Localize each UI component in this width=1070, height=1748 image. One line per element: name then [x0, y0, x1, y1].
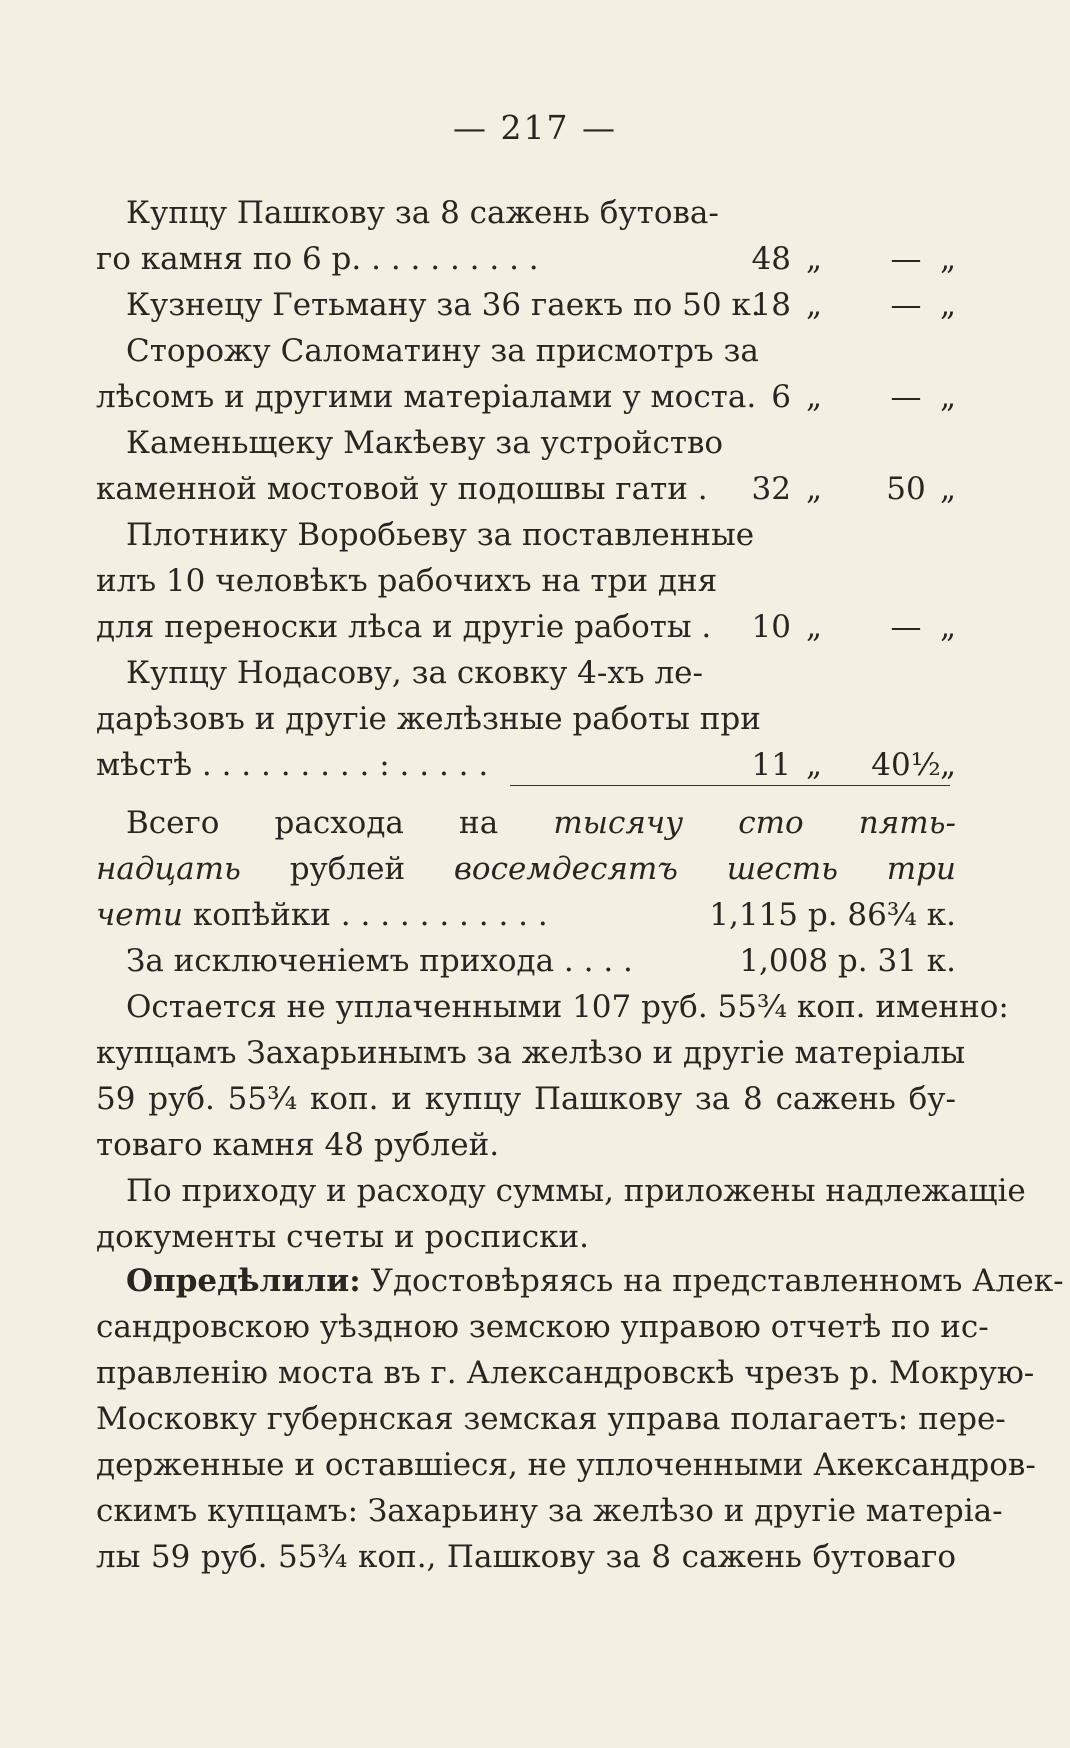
- expense-entry-line: [96, 696, 956, 742]
- expense-entry-text: каменной мостовой у подошвы гати .: [96, 471, 708, 507]
- expense-summary: [96, 800, 956, 984]
- ditto-mark: „: [939, 287, 956, 323]
- paragraph-line: товаго камня 48 рублей.: [96, 1127, 500, 1163]
- ditto-mark: „: [806, 471, 823, 507]
- expense-entry-line: [96, 558, 956, 604]
- paragraph-unpaid: [96, 984, 1009, 1168]
- ditto-mark: „: [806, 287, 823, 323]
- expense-entry-text: Плотнику Воробьеву за поставленные: [126, 517, 755, 553]
- expense-amount-kopecks: 40½: [871, 747, 941, 783]
- total-line-1: [96, 800, 956, 846]
- expense-entry-line: [96, 420, 956, 466]
- resolution-heading: Опредѣлили:: [126, 1263, 361, 1299]
- expense-entry-line: [96, 466, 956, 512]
- ditto-mark: „: [939, 241, 956, 277]
- paragraph-line: скимъ купцамъ: Захарьину за желѣзо и другіе матеріа-: [96, 1493, 1003, 1529]
- total-prefix: Всего расхода на: [126, 805, 499, 841]
- expense-amount-rubles: 10: [751, 609, 791, 645]
- expense-entry-text: Сторожу Саломатину за присмотръ за: [126, 333, 759, 369]
- expense-amount-rubles: 32: [751, 471, 791, 507]
- income-line: [96, 938, 956, 984]
- expense-amount-rubles: 6: [771, 379, 791, 415]
- total-words-3: чети: [96, 897, 183, 933]
- expense-entry-line: [96, 604, 956, 650]
- expense-entry-text: дарѣзовъ и другіе желѣзные работы при: [96, 701, 761, 737]
- ditto-mark: „: [939, 379, 956, 415]
- paragraph-line: правленію моста въ г. Александровскѣ чрезъ р. Мокрую-: [96, 1355, 1035, 1391]
- ditto-mark: „: [939, 471, 956, 507]
- ditto-mark: „: [806, 747, 823, 783]
- expense-entry-line: [96, 374, 956, 420]
- expense-entry-line: [96, 742, 956, 788]
- expense-amount-kopecks: —: [890, 379, 922, 415]
- expense-entry-text: илъ 10 человѣкъ рабочихъ на три дня: [96, 563, 718, 599]
- expense-entry-text: для переноски лѣса и другіе работы .: [96, 609, 712, 645]
- income-label: За исключеніемъ прихода . . . .: [126, 943, 633, 979]
- paragraph-line: сандровскою уѣздною земскою управою отчетѣ по ис-: [96, 1309, 989, 1345]
- expense-entry-text: лѣсомъ и другими матеріалами у моста.: [96, 379, 757, 415]
- income-value: 1,008 р. 31 к.: [739, 943, 956, 979]
- total-mid: рублей: [289, 851, 406, 887]
- ditto-mark: „: [806, 609, 823, 645]
- paragraph-line: держенные и оставшіеся, не уплоченными Акександров-: [96, 1447, 1036, 1483]
- ditto-mark: „: [939, 747, 956, 783]
- total-rule: [510, 785, 950, 786]
- expense-entry-line: [96, 650, 956, 696]
- expense-entry-line: [96, 512, 956, 558]
- expense-amount-rubles: 18: [751, 287, 791, 323]
- paragraph-documents: [96, 1168, 1026, 1260]
- paragraph-resolution: [96, 1258, 1064, 1580]
- expense-entry-text: го камня по 6 р. . . . . . . . . .: [96, 241, 539, 277]
- expense-amount-kopecks: 50: [886, 471, 926, 507]
- expense-entry-text: мѣстѣ . . . . . . . . . : . . . . .: [96, 747, 489, 783]
- paragraph-line: 59 руб. 55¾ коп. и купцу Пашкову за 8 сажень бу-: [96, 1081, 956, 1117]
- paragraph-line: лы 59 руб. 55¾ коп., Пашкову за 8 сажень бутоваго: [96, 1539, 956, 1575]
- expense-entry-line: [96, 282, 956, 328]
- expense-entry-line: [96, 328, 956, 374]
- expense-amount-rubles: 48: [751, 241, 791, 277]
- paragraph-line: документы счеты и росписки.: [96, 1219, 590, 1255]
- total-value: 1,115 р. 86¾ к.: [709, 897, 956, 933]
- paragraph-line: купцамъ Захарьинымъ за желѣзо и другіе матеріалы: [96, 1035, 966, 1071]
- total-suffix: копѣйки . . . . . . . . . . .: [192, 897, 548, 933]
- expense-amount-kopecks: —: [890, 241, 922, 277]
- resolution-first-line: [96, 1258, 1064, 1304]
- expense-entry-line: [96, 190, 956, 236]
- page-number: — 217 —: [453, 108, 617, 147]
- expense-list: [96, 190, 956, 788]
- total-words-2b: восемдесятъ шесть три: [453, 851, 956, 887]
- paragraph-line: Московку губернская земская управа полагаетъ: пере-: [96, 1401, 1006, 1437]
- expense-entry-line: [96, 236, 956, 282]
- expense-entry-text: Каменьщеку Макѣеву за устройство: [126, 425, 724, 461]
- expense-entry-text: Кузнецу Гетьману за 36 гаекъ по 50 к.: [126, 287, 761, 323]
- ditto-mark: „: [806, 241, 823, 277]
- expense-entry-text: Купцу Пашкову за 8 сажень бутова-: [126, 195, 719, 231]
- ditto-mark: „: [939, 609, 956, 645]
- paragraph-line: Остается не уплаченными 107 руб. 55¾ коп. именно:: [126, 989, 1009, 1025]
- expense-amount-rubles: 11: [751, 747, 791, 783]
- total-words-1: тысячу сто пять-: [553, 805, 957, 841]
- expense-entry-text: Купцу Нодасову, за сковку 4-хъ ле-: [126, 655, 703, 691]
- paragraph-line: По приходу и расходу суммы, приложены надлежащіе: [126, 1173, 1026, 1209]
- expense-amount-kopecks: —: [890, 609, 922, 645]
- total-line-3: [96, 892, 956, 938]
- ditto-mark: „: [806, 379, 823, 415]
- expense-amount-kopecks: —: [890, 287, 922, 323]
- total-line-2: [96, 846, 956, 892]
- resolution-first-line-text: Удостовѣряясь на представленномъ Алек-: [370, 1263, 1064, 1299]
- total-words-2a: надцать: [96, 851, 241, 887]
